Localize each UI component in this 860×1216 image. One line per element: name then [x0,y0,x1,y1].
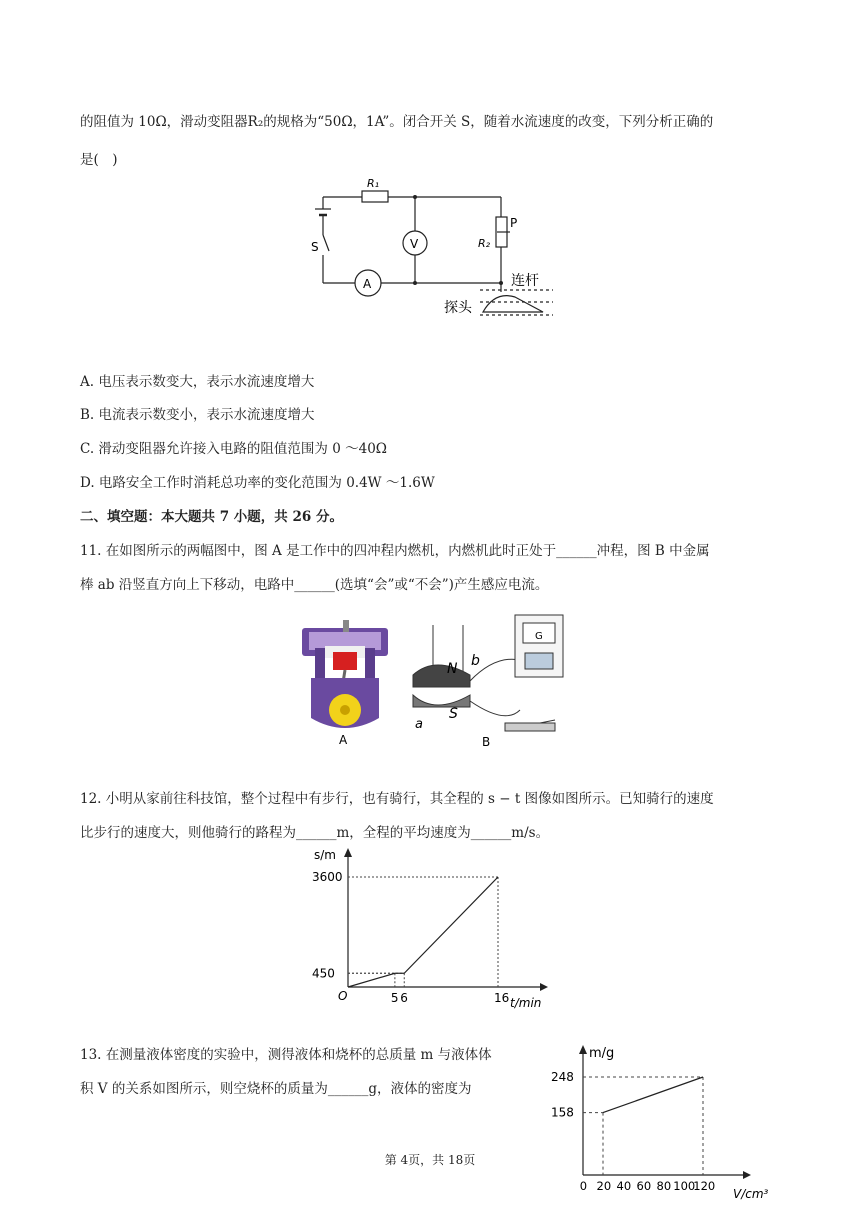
st-chart-ylabel: s/m [314,848,336,862]
a-label: A [363,277,372,291]
st-chart-x-tick: 5 [390,991,399,1005]
q12-line2: 比步行的速度大，则他骑行的路程为______m，全程的平均速度为______m/s。 [80,825,550,841]
q13-line2: 积 V 的关系如图所示，则空烧杯的质量为______g，液体的密度为 [80,1081,472,1097]
circuit-figure [311,175,555,325]
label-b: b [471,653,480,669]
mv-chart-y-tick: 158 [551,1105,574,1120]
st-chart-segment [348,973,395,987]
section-heading: 二、填空题：本大题共 7 小题，共 26 分。 [80,509,343,525]
probe [483,296,543,312]
r1-resistor [362,191,388,202]
mv-chart-x-tick: 100 [673,1179,696,1193]
q10-option-b: B. 电流表示数变小，表示水流速度增大 [80,407,315,423]
s-label: S [311,240,319,254]
mv-chart [545,1040,785,1210]
q11-line1: 11. 在如图所示的两幅图中，图 A 是工作中的四冲程内燃机，内燃机此时正处于______冲程，图 B 中金属 [80,543,710,559]
probe-label: 探头 [444,300,472,316]
mv-chart-xlabel: V/cm³ [733,1187,769,1201]
figure-b-label: B [482,735,491,749]
st-chart-y-tick: 3600 [312,870,343,884]
engine-figure [297,618,397,748]
v-label: V [410,237,419,251]
mv-chart-x-tick: 40 [616,1179,632,1193]
mv-chart-x-tick: 60 [636,1179,652,1193]
switch [323,235,329,251]
st-chart-x-tick: 16 [494,991,510,1005]
label-a-rod: a [415,717,423,732]
rod-label: 连杆 [511,273,539,289]
st-chart-segment [404,877,498,973]
q10-line1: 的阻值为 10Ω，滑动变阻器R₂的规格为“50Ω，1A”。闭合开关 S，随着水流速度的改变，下列分析正确的 [80,114,714,130]
st-chart [300,845,560,1010]
induction-figure [405,615,565,750]
mv-chart-line [603,1077,703,1113]
p-label: P [510,216,518,230]
page-footer: 第 4页，共 18页 [384,1153,476,1167]
label-s: S [449,706,458,722]
q10-option-c: C. 滑动变阻器允许接入电路的阻值范围为 0 ～40Ω [80,441,387,457]
mv-chart-ylabel: m/g [589,1046,615,1061]
q12-line1: 12. 小明从家前往科技馆，整个过程中有步行，也有骑行，其全程的 s − t 图像如图所示。已知骑行的速度 [80,791,714,807]
q11-line2: 棒 ab 沿竖直方向上下移动，电路中______(选填“会”或“不会”)产生感应电流。 [80,577,549,593]
q10-option-d: D. 电路安全工作时消耗总功率的变化范围为 0.4W ～1.6W [80,475,435,491]
r2-label: R₂ [478,237,491,250]
mv-chart-y-tick: 248 [551,1070,574,1084]
st-chart-xlabel: t/min [510,996,542,1010]
mv-chart-x-tick: 120 [693,1179,716,1193]
q10-option-a: A. 电压表示数变大，表示水流速度增大 [80,374,315,390]
mv-chart-x-tick: 0 [579,1179,588,1193]
mv-chart-x-tick: 80 [656,1179,672,1193]
st-chart-y-tick: 450 [312,966,335,981]
r1-label: R₁ [367,177,380,190]
q10-line2: 是( ) [80,152,118,168]
label-g: G [535,631,543,642]
label-n: N [447,661,458,677]
figure-a-label: A [339,733,348,747]
mv-chart-x-tick: 20 [596,1179,612,1193]
st-chart-x-tick: 6 [400,991,408,1005]
q13-line1: 13. 在测量液体密度的实验中，测得液体和烧杯的总质量 m 与液体体 [80,1047,492,1063]
st-chart-origin: O [338,989,348,1003]
